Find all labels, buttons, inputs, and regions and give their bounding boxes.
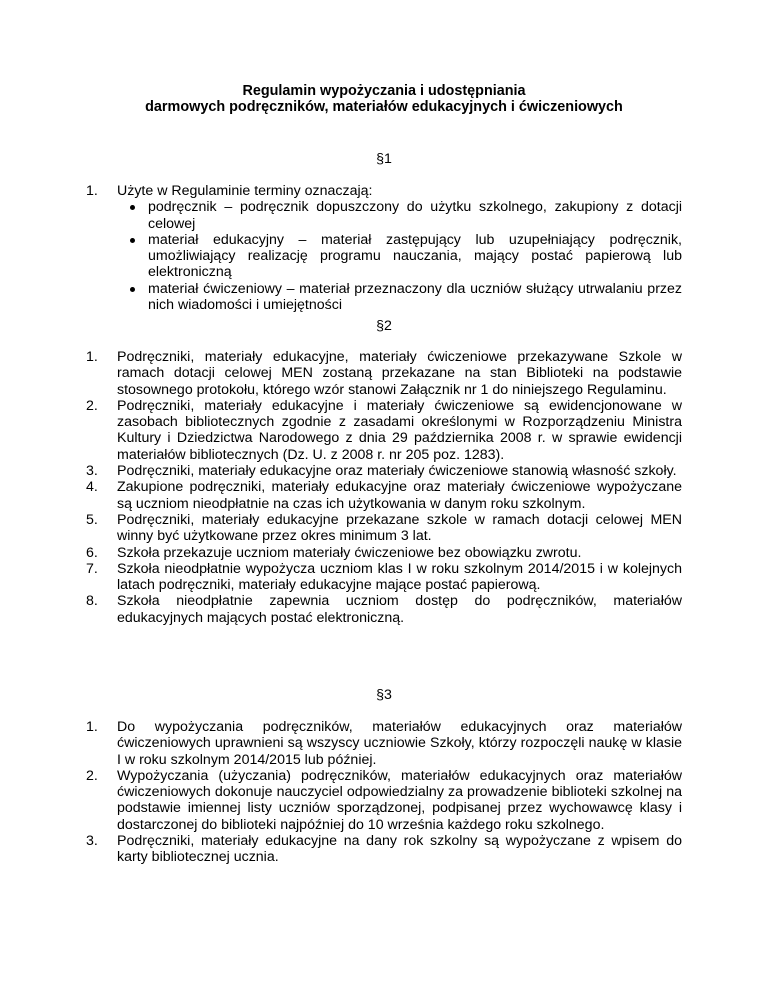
item-number: 2. (86, 397, 98, 414)
item-text: Do wypożyczania podręczników, materiałów edukacyjnych oraz materiałów ćwiczeniowych uprawnieni są wszyscy uczniowie Szkoły, którzy rozpoczęli naukę w klasie I w roku szkolnym 2014/2015 lub później. (117, 719, 682, 768)
list-item (86, 545, 682, 561)
document-title (0, 83, 768, 116)
item-number: 8. (86, 593, 98, 610)
bullet-icon (130, 205, 135, 210)
item-text: Podręczniki, materiały edukacyjne na dany rok szkolny są wypożyczane z wpisem do karty bibliotecznej ucznia. (117, 833, 682, 866)
item-text: Zakupione podręczniki, materiały edukacyjne oraz materiały ćwiczeniowe wypożyczane są uczniom nieodpłatnie na czas ich użytkowania w danym roku szkolnym. (117, 479, 682, 512)
bullet-item (117, 281, 682, 314)
item-number: 1. (86, 183, 98, 199)
list-item (86, 479, 682, 512)
section-heading: §3 (376, 687, 392, 703)
list-item (86, 719, 682, 768)
item-text: Podręczniki, materiały edukacyjne, materiały ćwiczeniowe przekazywane Szkole w ramach dotacji celowej MEN zostaną przekazane na stan Biblioteki na podstawie stosownego protokołu, którego wzór stanowi Załącznik nr 1 do niniejszego Regulaminu. (117, 349, 682, 398)
item-text: Wypożyczania (użyczania) podręczników, materiałów edukacyjnych oraz materiałów ćwiczeniowych dokonuje nauczyciel odpowiedzialny za prowadzenie biblioteki szkolnej na podstawie imiennej listy uczniów sporządzonej, podpisanej przez wychowawcę klasy i dostarczonej do biblioteki najpóźniej do 10 września każdego roku szkolnego. (117, 767, 682, 833)
item-number: 5. (86, 511, 98, 528)
list-item (86, 768, 682, 833)
bullet-item (117, 199, 682, 232)
item-number: 6. (86, 544, 98, 561)
item-text: Podręczniki, materiały edukacyjne przekazane szkole w ramach dotacji celowej MEN winny być użytkowane przez okres minimum 3 lat. (117, 511, 682, 545)
bullet-icon (130, 287, 135, 292)
section-1-list (86, 183, 682, 313)
section-2-list (86, 349, 682, 626)
bullet-text: podręcznik – podręcznik dopuszczony do użytku szkolnego, zakupiony z dotacji celowej (148, 199, 682, 232)
item-text: Szkoła nieodpłatnie zapewnia uczniom dostęp do podręczników, materiałów edukacyjnych mających postać elektroniczną. (117, 593, 682, 626)
item-number: 3. (86, 463, 98, 480)
item-text: Użyte w Regulaminie terminy oznaczają: (117, 183, 373, 199)
list-item (86, 512, 682, 545)
list-item (86, 561, 682, 594)
section-heading: §2 (376, 318, 392, 334)
item-text: Podręczniki, materiały edukacyjne oraz materiały ćwiczeniowe stanowią własność szkoły. (117, 463, 677, 480)
title-line-1: Regulamin wypożyczania i udostępniania (242, 83, 526, 99)
item-text: Szkoła przekazuje uczniom materiały ćwiczeniowe bez obowiązku zwrotu. (117, 544, 582, 561)
item-text: Szkoła nieodpłatnie wypożycza uczniom klas I w roku szkolnym 2014/2015 i w kolejnych latach podręczniki, materiały edukacyjne mające postać papierową. (117, 560, 682, 594)
item-number: 4. (86, 479, 98, 496)
section-3-list (86, 719, 682, 866)
bullet-icon (130, 238, 135, 243)
list-item (86, 349, 682, 398)
bullet-text: materiał ćwiczeniowy – materiał przeznaczony dla uczniów służący utrwalaniu przez nich wiadomości i umiejętności (148, 280, 682, 314)
list-item (86, 593, 682, 626)
item-number: 3. (86, 833, 98, 850)
item-number: 2. (86, 767, 98, 784)
definitions-list (117, 199, 682, 313)
title-line-2: darmowych podręczników, materiałów edukacyjnych i ćwiczeniowych (145, 99, 623, 116)
item-number: 1. (86, 719, 98, 735)
bullet-text: materiał edukacyjny – materiał zastępujący lub uzupełniający podręcznik, umożliwiający realizację programu nauczania, mający postać papierową lub elektroniczną (148, 231, 682, 281)
list-item (86, 463, 682, 479)
list-item (86, 183, 682, 313)
item-number: 7. (86, 560, 98, 577)
list-item (86, 833, 682, 866)
list-item (86, 398, 682, 463)
item-text: Podręczniki, materiały edukacyjne i materiały ćwiczeniowe są ewidencjonowane w zasobach bibliotecznych zgodnie z zasadami określonymi w Rozporządzeniu Ministra Kultury i Dziedzictwa Narodowego z dnia 29 października 2008 r. w sprawie ewidencji materiałów bibliotecznych (Dz. U. z 2008 r. nr 205 poz. 1283). (117, 397, 682, 463)
item-number: 1. (86, 349, 98, 365)
section-heading: §1 (376, 151, 392, 167)
bullet-item (117, 232, 682, 281)
